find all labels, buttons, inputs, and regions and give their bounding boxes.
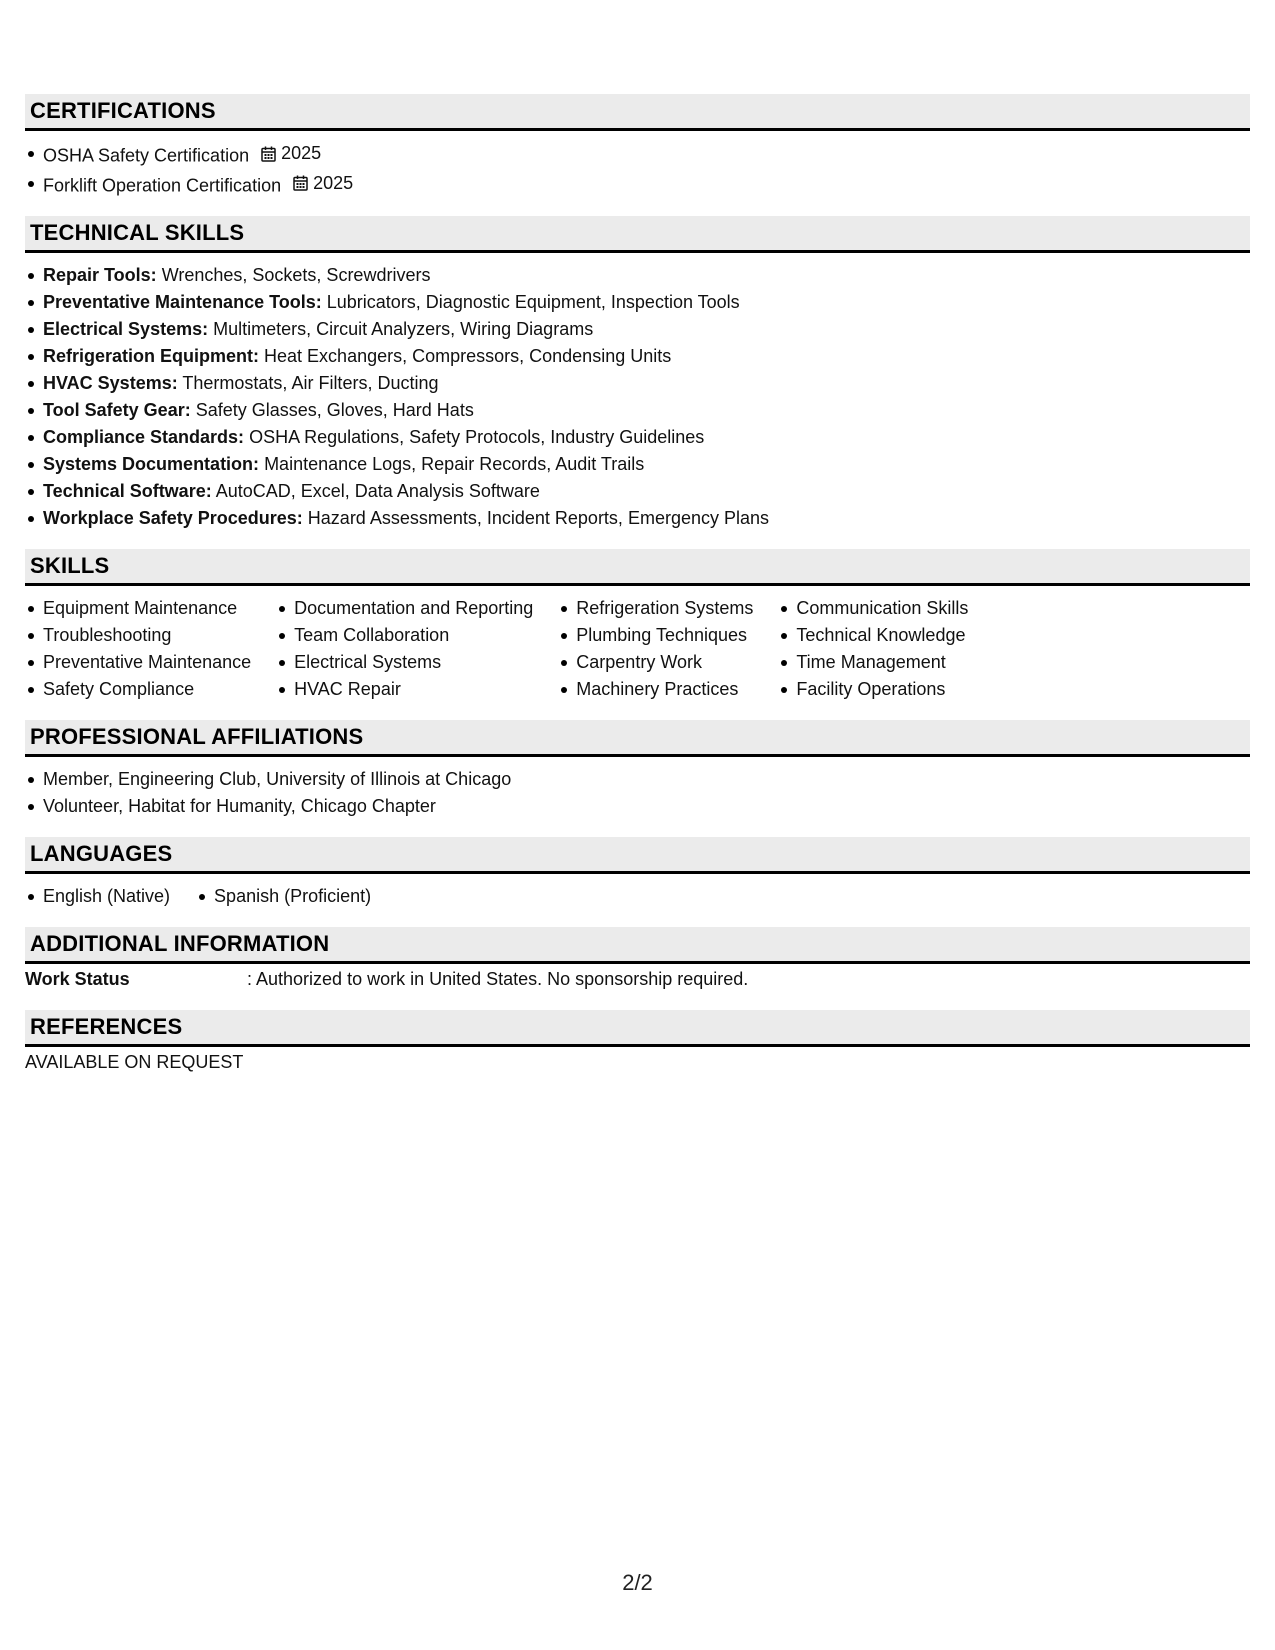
list-item: HVAC Systems: Thermostats, Air Filters, Ducting [25, 370, 1250, 397]
certification-date: 2025 [261, 140, 321, 167]
list-item: Facility Operations [778, 676, 968, 703]
section-title: ADDITIONAL INFORMATION [25, 927, 1250, 964]
section-title: TECHNICAL SKILLS [25, 216, 1250, 253]
section-title: SKILLS [25, 549, 1250, 586]
list-item: Machinery Practices [558, 676, 753, 703]
section-title: CERTIFICATIONS [25, 94, 1250, 131]
languages-list [25, 874, 1250, 910]
list-item [25, 140, 1250, 170]
technical-skills-list [25, 253, 1250, 532]
list-item: Plumbing Techniques [558, 622, 753, 649]
certification-name: OSHA Safety Certification [43, 145, 250, 166]
list-item: Technical Software: AutoCAD, Excel, Data Analysis Software [25, 478, 1250, 505]
skills-column [558, 595, 753, 703]
technical-skills-section [25, 216, 1250, 532]
list-item [25, 170, 1250, 200]
list-item: Team Collaboration [276, 622, 533, 649]
calendar-icon [261, 146, 276, 162]
list-item: Electrical Systems [276, 649, 533, 676]
list-item: Electrical Systems: Multimeters, Circuit Analyzers, Wiring Diagrams [25, 316, 1250, 343]
skills-column [25, 595, 251, 703]
list-item: Carpentry Work [558, 649, 753, 676]
list-item: Troubleshooting [25, 622, 251, 649]
work-status-label: Work Status [25, 969, 130, 989]
section-title: PROFESSIONAL AFFILIATIONS [25, 720, 1250, 757]
resume-page [25, 94, 1250, 1093]
calendar-icon [293, 175, 308, 191]
list-item: Communication Skills [778, 595, 968, 622]
work-status-row [25, 964, 1250, 993]
list-item: Equipment Maintenance [25, 595, 251, 622]
list-item: Volunteer, Habitat for Humanity, Chicago Chapter [25, 793, 1250, 820]
list-item: Spanish (Proficient) [196, 883, 371, 910]
skills-column [276, 595, 533, 703]
list-item: HVAC Repair [276, 676, 533, 703]
list-item: Safety Compliance [25, 676, 251, 703]
languages-section [25, 837, 1250, 910]
list-item: Documentation and Reporting [276, 595, 533, 622]
references-section [25, 1010, 1250, 1076]
section-title: LANGUAGES [25, 837, 1250, 874]
list-item: English (Native) [25, 883, 170, 910]
page-number: 2/2 [622, 1570, 653, 1595]
list-item: Preventative Maintenance [25, 649, 251, 676]
additional-info-section [25, 927, 1250, 993]
section-title: REFERENCES [25, 1010, 1250, 1047]
list-item: Refrigeration Systems [558, 595, 753, 622]
list-item: Time Management [778, 649, 968, 676]
references-text: AVAILABLE ON REQUEST [25, 1052, 244, 1072]
work-status-value: : Authorized to work in United States. No sponsorship required. [247, 969, 749, 989]
list-item: Compliance Standards: OSHA Regulations, Safety Protocols, Industry Guidelines [25, 424, 1250, 451]
certification-date: 2025 [293, 170, 353, 197]
affiliations-section [25, 720, 1250, 820]
skills-section [25, 549, 1250, 703]
skills-grid [25, 586, 1250, 703]
certification-name: Forklift Operation Certification [43, 175, 282, 195]
list-item: Refrigeration Equipment: Heat Exchangers, Compressors, Condensing Units [25, 343, 1250, 370]
list-item: Systems Documentation: Maintenance Logs, Repair Records, Audit Trails [25, 451, 1250, 478]
list-item: Technical Knowledge [778, 622, 968, 649]
skills-column [778, 595, 968, 703]
list-item: Member, Engineering Club, University of Illinois at Chicago [25, 766, 1250, 793]
list-item: Workplace Safety Procedures: Hazard Assessments, Incident Reports, Emergency Plans [25, 505, 1250, 532]
list-item: Preventative Maintenance Tools: Lubricators, Diagnostic Equipment, Inspection Tools [25, 289, 1250, 316]
affiliations-list [25, 757, 1250, 820]
list-item: Tool Safety Gear: Safety Glasses, Gloves, Hard Hats [25, 397, 1250, 424]
certifications-list [25, 131, 1250, 199]
list-item: Repair Tools: Wrenches, Sockets, Screwdrivers [25, 262, 1250, 289]
certifications-section [25, 94, 1250, 199]
